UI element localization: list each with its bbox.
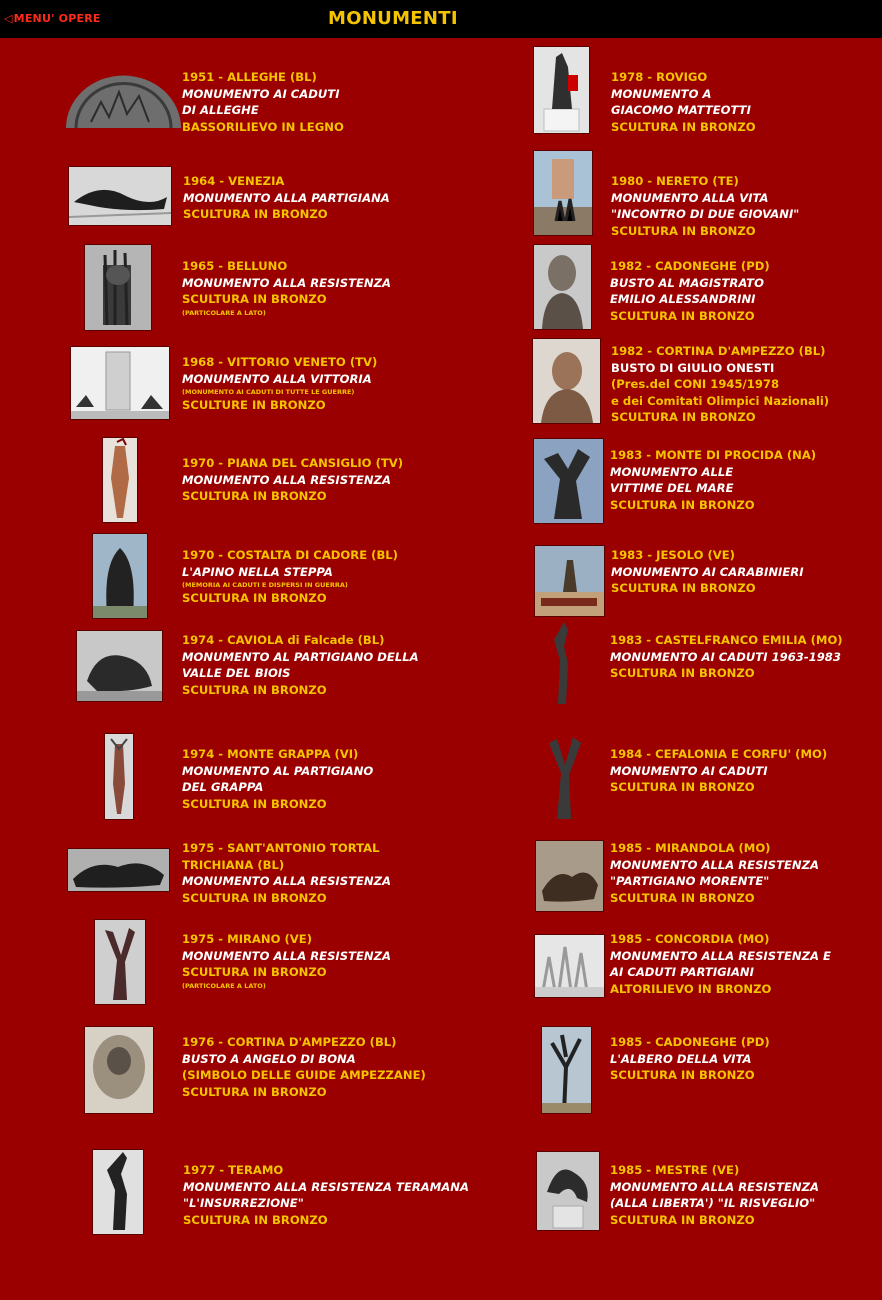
entry-alleghe: 1951 - ALLEGHE (BL) MONUMENTO AI CADUTI DI ALLEGHE BASSORILIEVO IN LEGNO bbox=[182, 70, 344, 134]
thumbnail-cadoneghe-albero[interactable] bbox=[541, 1026, 592, 1114]
thumbnail-nereto[interactable] bbox=[533, 150, 593, 236]
thumbnail-piana-del-cansiglio[interactable] bbox=[102, 437, 138, 523]
entry-cadoneghe-albero: 1985 - CADONEGHE (PD) L'ALBERO DELLA VITA SCULTURA IN BRONZO bbox=[610, 1035, 770, 1082]
thumbnail-mirandola[interactable] bbox=[535, 840, 604, 912]
thumbnail-mestre[interactable] bbox=[536, 1151, 600, 1231]
thumbnail-concordia[interactable] bbox=[534, 934, 605, 998]
entry-piana-del-cansiglio: 1970 - PIANA DEL CANSIGLIO (TV) MONUMENTO ALLA RESISTENZA SCULTURA IN BRONZO bbox=[182, 456, 404, 503]
thumbnail-cortina-onesti[interactable] bbox=[532, 338, 601, 424]
thumbnail-cadoneghe-busto[interactable] bbox=[533, 244, 592, 330]
entry-mirandola: 1985 - MIRANDOLA (MO) MONUMENTO ALLA RESISTENZA "PARTIGIANO MORENTE" SCULTURA IN BRONZO bbox=[610, 841, 819, 905]
entry-jesolo: 1983 - JESOLO (VE) MONUMENTO AI CARABINIERI SCULTURA IN BRONZO bbox=[611, 548, 804, 595]
thumbnail-sant-antonio-tortal[interactable] bbox=[67, 848, 170, 892]
entry-monte-di-procida: 1983 - MONTE DI PROCIDA (NA) MONUMENTO ALLE VITTIME DEL MARE SCULTURA IN BRONZO bbox=[610, 448, 817, 512]
thumbnail-belluno[interactable] bbox=[84, 244, 152, 331]
thumbnail-cortina-bona[interactable] bbox=[84, 1026, 154, 1114]
menu-opere-link[interactable] bbox=[4, 12, 101, 25]
entry-costalta-di-cadore: 1970 - COSTALTA DI CADORE (BL) L'APINO NELLA STEPPA (MEMORIA AI CADUTI E DISPERSI IN GUERRA) SCULTURA IN BRONZO bbox=[182, 548, 398, 605]
entry-rovigo: 1978 - ROVIGO MONUMENTO A GIACOMO MATTEOTTI SCULTURA IN BRONZO bbox=[611, 70, 756, 134]
entry-cortina-onesti: 1982 - CORTINA D'AMPEZZO (BL) BUSTO DI GIULIO ONESTI (Pres.del CONI 1945/1978 e dei Comitati Olimpici Nazionali) SCULTURA IN BRONZO bbox=[611, 344, 830, 424]
thumbnail-cefalonia[interactable] bbox=[543, 733, 586, 819]
thumbnail-rovigo[interactable] bbox=[533, 46, 590, 134]
entry-teramo: 1977 - TERAMO MONUMENTO ALLA RESISTENZA TERAMANA "L'INSURREZIONE" SCULTURA IN BRONZO bbox=[183, 1163, 469, 1227]
thumbnail-monte-grappa[interactable] bbox=[104, 733, 134, 820]
entry-cefalonia: 1984 - CEFALONIA E CORFU' (MO) MONUMENTO AI CADUTI SCULTURA IN BRONZO bbox=[610, 747, 828, 794]
thumbnail-jesolo[interactable] bbox=[534, 545, 605, 617]
thumbnail-mirano[interactable] bbox=[94, 919, 146, 1005]
thumbnail-costalta-di-cadore[interactable] bbox=[92, 533, 148, 619]
entry-venezia: 1964 - VENEZIA MONUMENTO ALLA PARTIGIANA SCULTURA IN BRONZO bbox=[183, 174, 390, 221]
header-bar bbox=[0, 0, 882, 38]
thumbnail-vittorio-veneto[interactable] bbox=[70, 346, 170, 420]
menu-opere-label: MENU' OPERE bbox=[13, 12, 101, 25]
entry-belluno: 1965 - BELLUNO MONUMENTO ALLA RESISTENZA SCULTURA IN BRONZO (PARTICOLARE A LATO) bbox=[182, 259, 391, 317]
thumbnail-castelfranco-emilia[interactable] bbox=[546, 620, 578, 704]
entry-cortina-bona: 1976 - CORTINA D'AMPEZZO (BL) BUSTO A ANGELO DI BONA (SIMBOLO DELLE GUIDE AMPEZZANE) SCULTURA IN BRONZO bbox=[182, 1035, 426, 1099]
back-arrow-icon: ◁ bbox=[4, 12, 13, 25]
entry-sant-antonio-tortal: 1975 - SANT'ANTONIO TORTAL TRICHIANA (BL) MONUMENTO ALLA RESISTENZA SCULTURA IN BRONZO bbox=[182, 841, 391, 905]
entry-mestre: 1985 - MESTRE (VE) MONUMENTO ALLA RESISTENZA (ALLA LIBERTA') "IL RISVEGLIO" SCULTURA IN BRONZO bbox=[610, 1163, 819, 1227]
entry-castelfranco-emilia: 1983 - CASTELFRANCO EMILIA (MO) MONUMENTO AI CADUTI 1963-1983 SCULTURA IN BRONZO bbox=[610, 633, 843, 680]
thumbnail-caviola[interactable] bbox=[76, 630, 163, 702]
entry-monte-grappa: 1974 - MONTE GRAPPA (VI) MONUMENTO AL PARTIGIANO DEL GRAPPA SCULTURA IN BRONZO bbox=[182, 747, 374, 811]
entry-cadoneghe-busto: 1982 - CADONEGHE (PD) BUSTO AL MAGISTRATO EMILIO ALESSANDRINI SCULTURA IN BRONZO bbox=[610, 259, 770, 323]
entry-caviola: 1974 - CAVIOLA di Falcade (BL) MONUMENTO AL PARTIGIANO DELLA VALLE DEL BIOIS SCULTURA IN BRONZO bbox=[182, 633, 419, 697]
thumbnail-monte-di-procida[interactable] bbox=[533, 438, 604, 524]
page-title: MONUMENTI bbox=[328, 8, 458, 29]
thumbnail-venezia[interactable] bbox=[68, 166, 172, 226]
thumbnail-alleghe[interactable] bbox=[66, 72, 181, 128]
entry-vittorio-veneto: 1968 - VITTORIO VENETO (TV) MONUMENTO ALLA VITTORIA (MONUMENTO AI CADUTI DI TUTTE LE GUERRE) SCULTURE IN BRONZO bbox=[182, 355, 378, 412]
thumbnail-teramo[interactable] bbox=[92, 1149, 144, 1235]
entry-concordia: 1985 - CONCORDIA (MO) MONUMENTO ALLA RESISTENZA E AI CADUTI PARTIGIANI ALTORILIEVO IN BRONZO bbox=[610, 932, 831, 996]
entry-nereto: 1980 - NERETO (TE) MONUMENTO ALLA VITA "INCONTRO DI DUE GIOVANI" SCULTURA IN BRONZO bbox=[611, 174, 800, 238]
entry-mirano: 1975 - MIRANO (VE) MONUMENTO ALLA RESISTENZA SCULTURA IN BRONZO (PARTICOLARE A LATO) bbox=[182, 932, 391, 990]
